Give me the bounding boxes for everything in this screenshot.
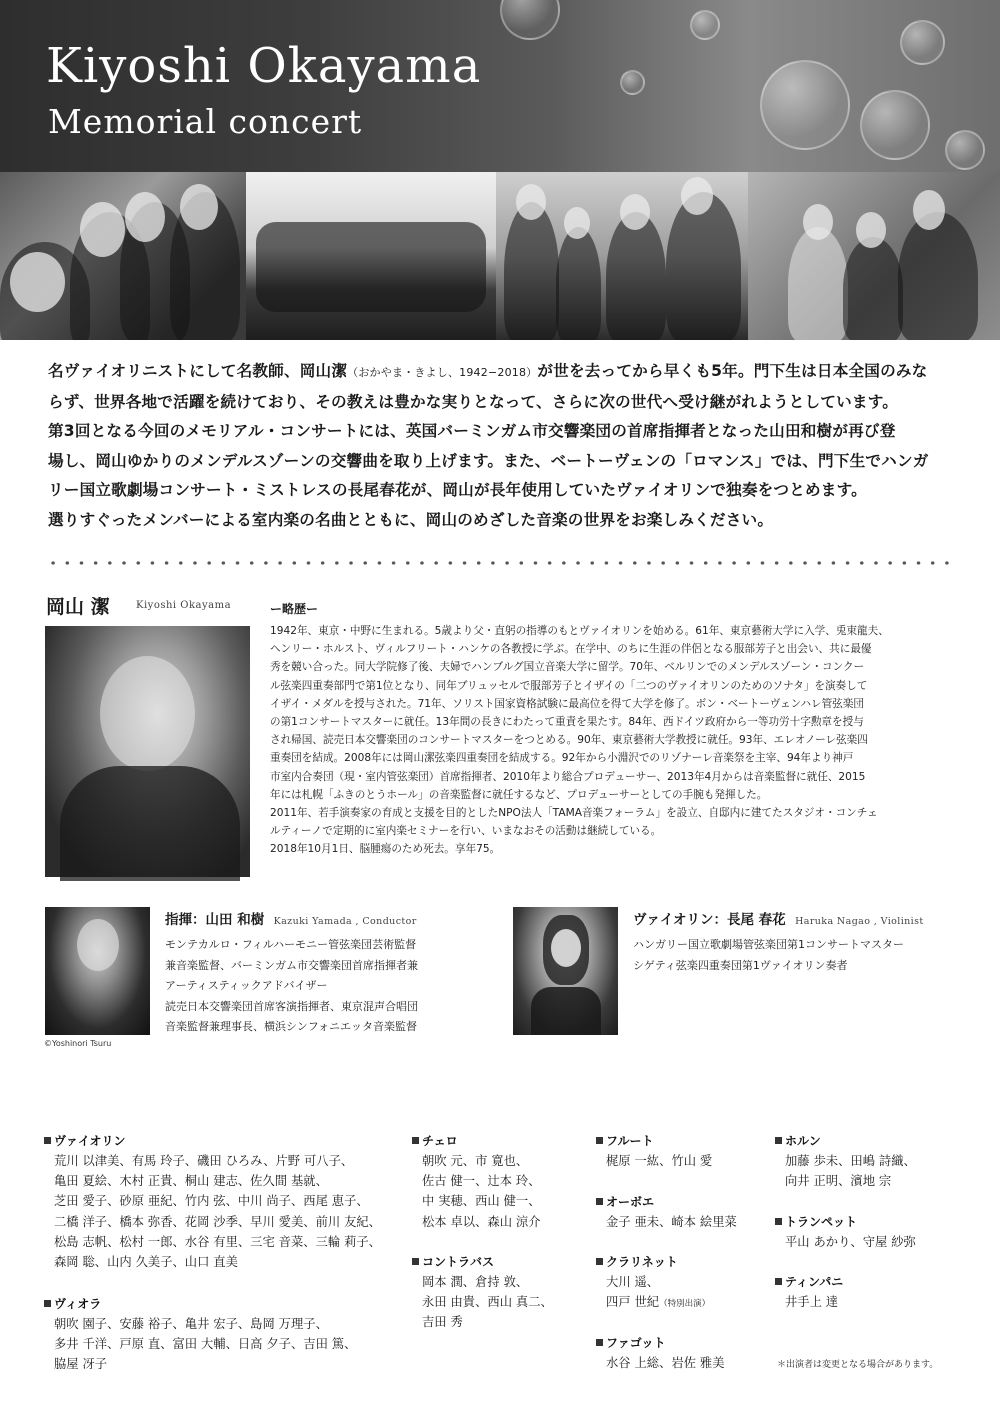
bio-line: ル弦楽四重奏部門で第1位となり、同年ブリュッセルで服部芳子とイザイの「二つのヴァイオリンのためのソナタ」を演奏して bbox=[270, 679, 868, 692]
member-line: 多井 千洋、戸原 直、富田 大輔、日高 夕子、吉田 篤、 bbox=[54, 1337, 357, 1352]
bubble-decoration bbox=[690, 10, 720, 40]
bubble-decoration bbox=[760, 60, 850, 150]
member-line: 松島 志帆、松村 一郎、水谷 有里、三宅 音菜、三輪 莉子、 bbox=[54, 1234, 381, 1249]
member-line: 梶原 一紘、竹山 愛 bbox=[606, 1154, 713, 1168]
bio-line: 秀を競い合った。同大学院修了後、夫婦でハンブルグ国立音楽大学に留学。70年、ベルリンでのメンデルスゾーン・コンクー bbox=[270, 661, 865, 674]
member-line: 大川 遥、 bbox=[606, 1275, 660, 1289]
header-banner bbox=[0, 0, 1000, 172]
intro-line: 場し、岡山ゆかりのメンデルスゾーンの交響曲を取り上げます。また、ベートーヴェンの「ロマンス」では、門下生でハンガ bbox=[48, 451, 929, 470]
bio-text bbox=[270, 622, 960, 859]
bio-line: の第1コンサートマスターに就任。13年間の長きにわたって重責を果たす。84年、西ドイツ政府から一等功労十字勲章を授与 bbox=[270, 716, 864, 729]
section-trumpet bbox=[775, 1213, 916, 1252]
dotted-divider bbox=[46, 560, 954, 566]
intro-paragraph bbox=[48, 357, 960, 535]
member-line: 吉田 秀 bbox=[422, 1315, 463, 1330]
photo-orchestra bbox=[246, 172, 496, 340]
intro-line: リー国立歌劇場コンサート・ミストレスの長尾春花が、岡山が長年使用していたヴァイオリンで独奏をつとめます。 bbox=[48, 481, 867, 499]
intro-line: らず、世界各地で活躍を続けており、その教えは豊かな実りとなって、さらに次の世代へ受け継がれようとしています。 bbox=[48, 392, 899, 411]
section-title: クラリネット bbox=[596, 1253, 710, 1272]
bio-line: 重奏団を結成。2008年には岡山潔弦楽四重奏団を結成する。92年から小淵沢でのリゾナーレ音楽祭を主宰、94年より神戸 bbox=[270, 752, 854, 765]
member-line: 加藤 歩未、田嶋 詩織、 bbox=[785, 1154, 916, 1168]
violinist-description: ハンガリー国立歌劇場管弦楽団第1コンサートマスター シゲティ弦楽四重奏団第1ヴァイオリン奏者 bbox=[633, 938, 904, 972]
section-horn bbox=[775, 1132, 916, 1191]
bio-line: 市室内合奏団（現・室内管弦楽団）首席指揮者、2010年より総合プロデューサー、2013年4月からは音楽監督に就任、2015 bbox=[270, 770, 866, 783]
member-line: 四戸 世紀（特別出演） bbox=[606, 1295, 711, 1310]
bio-line: 2011年、若手演奏家の育成と支援を目的としたNPO法人「TAMA音楽フォーラム」を設立、自邸内に建てたスタジオ・コンチェ bbox=[270, 807, 878, 820]
section-flute bbox=[596, 1132, 712, 1171]
bio-line: 年には札幌「ふきのとうホール」の音楽監督に就任するなど、プロデューサーとしての手腕も発揮した。 bbox=[270, 788, 768, 801]
member-line: 亀田 夏絵、木村 正貴、桐山 建志、佐久間 基就、 bbox=[54, 1174, 328, 1189]
bubble-decoration bbox=[945, 130, 985, 170]
bio-line: され帰国、読売日本交響楽団のコンサートマスターをつとめる。90年、東京藝術大学教授に就任。93年、エレオノーレ弦楽四 bbox=[270, 734, 868, 747]
member-line: 水谷 上総、岩佐 雅美 bbox=[606, 1356, 725, 1370]
bubble-decoration bbox=[860, 90, 930, 160]
profile-name: 岡山 潔 bbox=[46, 596, 110, 618]
section-title: トランペット bbox=[775, 1213, 916, 1232]
section-oboe bbox=[596, 1193, 737, 1232]
member-line: 脇屋 冴子 bbox=[54, 1357, 108, 1372]
member-line: 井手上 達 bbox=[785, 1295, 839, 1309]
member-line: 中 実穂、西山 健一、 bbox=[422, 1194, 541, 1209]
section-fagotto bbox=[596, 1334, 725, 1373]
bio-line: 2018年10月1日、脳腫瘍のため死去。享年75。 bbox=[270, 843, 501, 856]
section-title: ファゴット bbox=[596, 1334, 725, 1353]
member-line: 平山 あかり、守屋 紗弥 bbox=[785, 1235, 916, 1249]
bio-line: 1942年、東京・中野に生まれる。5歳より父・直躬の指導のもとヴァイオリンを始める。61年、東京藝術大学に入学、兎束龍夫、 bbox=[270, 625, 889, 637]
section-title: チェロ bbox=[412, 1132, 541, 1151]
intro-line: 選りすぐったメンバーによる室内楽の名曲とともに、岡山のめざした音楽の世界をお楽しみください。 bbox=[48, 510, 774, 529]
disclaimer-note: ＊出演者は変更となる場合があります。 bbox=[777, 1360, 939, 1370]
member-line: 森岡 聡、山内 久美子、山口 直美 bbox=[54, 1255, 238, 1270]
section-title: ヴァイオリン bbox=[44, 1132, 381, 1151]
title-sub: Memorial concert bbox=[48, 102, 363, 141]
section-title: ヴィオラ bbox=[44, 1295, 356, 1314]
section-title: ティンパニ bbox=[775, 1273, 843, 1292]
section-clarinet bbox=[596, 1253, 710, 1314]
conductor-photo bbox=[45, 907, 150, 1035]
profile-name-en: Kiyoshi Okayama bbox=[136, 600, 232, 611]
member-line: 朝吹 園子、安藤 裕子、亀井 宏子、島岡 万理子、 bbox=[54, 1317, 328, 1331]
intro-line: 名ヴァイオリニストにして名教師、岡山潔（おかやま・きよし、1942−2018）が世を去ってから早くも5年。門下生は日本全国のみな bbox=[48, 362, 928, 380]
member-line: 荒川 以津美、有馬 玲子、磯田 ひろみ、片野 可八子、 bbox=[54, 1154, 354, 1168]
photo-strip bbox=[0, 172, 1000, 340]
member-line: 二橋 洋子、橋本 弥香、花岡 沙季、早川 愛美、前川 友紀、 bbox=[54, 1214, 381, 1229]
member-line: 金子 亜未、崎本 絵里菜 bbox=[606, 1215, 737, 1229]
bio-heading: ー略歴ー bbox=[270, 602, 319, 616]
bio-line: ヘンリー・ホルスト、ヴィルフリート・ハンケの各教授に学ぶ。在学中、のちに生涯の伴侶となる服部芳子と出会い、共に最優 bbox=[270, 643, 872, 656]
section-viola bbox=[44, 1295, 356, 1375]
photo-group-toast bbox=[0, 172, 246, 340]
member-line: 佐古 健一、辻本 玲、 bbox=[422, 1174, 541, 1189]
bubble-decoration bbox=[900, 20, 945, 65]
bio-line: ルティーノで定期的に室内楽セミナーを行い、いまなおその活動は継続している。 bbox=[270, 825, 662, 838]
photo-three-people bbox=[748, 172, 1000, 340]
member-line: 岡本 潤、倉持 敦、 bbox=[422, 1275, 529, 1289]
violinist-role: ヴァイオリン：長尾 春花 Haruka Nagao , Violinist bbox=[633, 912, 924, 928]
conductor-description: モンテカルロ・フィルハーモニー管弦楽団芸術監督 兼音楽監督、バーミンガム市交響楽団首席指揮者兼 アーティスティックアドバイザー 読売日本交響楽団首席客演指揮者、東京混声合唱団 音楽監督兼理事長、横浜シンフォニエッタ音楽監督 bbox=[165, 938, 418, 1033]
member-line: 向井 正明、濱地 宗 bbox=[785, 1174, 892, 1189]
section-timpani bbox=[775, 1273, 843, 1312]
bio-line: イザイ・メダルを授与された。71年、ソリスト国家資格試験に最高位を得て大学を修了。ボン・ベートーヴェンハレ管弦楽団 bbox=[270, 697, 865, 710]
section-title: コントラバス bbox=[412, 1253, 553, 1272]
intro-line: 第3回となる今回のメモリアル・コンサートには、英国バーミンガム市交響楽団の首席指揮者となった山田和樹が再び登 bbox=[48, 422, 896, 440]
section-title: ホルン bbox=[775, 1132, 916, 1151]
section-contrabass bbox=[412, 1253, 553, 1333]
section-title: オーボエ bbox=[596, 1193, 737, 1212]
photo-quartet bbox=[496, 172, 748, 340]
member-line: 松本 卓以、森山 涼介 bbox=[422, 1214, 541, 1229]
section-cello bbox=[412, 1132, 541, 1232]
section-title: フルート bbox=[596, 1132, 712, 1151]
bubble-decoration bbox=[500, 0, 560, 40]
member-line: 芝田 愛子、砂原 亜紀、竹内 弦、中川 尚子、西尾 恵子、 bbox=[54, 1194, 369, 1209]
member-line: 朝吹 元、市 寛也、 bbox=[422, 1154, 529, 1168]
photo-credit: ©Yoshinori Tsuru bbox=[44, 1039, 112, 1048]
member-line: 永田 由貴、西山 真二、 bbox=[422, 1295, 553, 1310]
profile-photo bbox=[45, 626, 250, 877]
title-main: Kiyoshi Okayama bbox=[46, 38, 482, 94]
bubble-decoration bbox=[620, 70, 645, 95]
violinist-photo bbox=[513, 907, 618, 1035]
conductor-role: 指揮：山田 和樹 Kazuki Yamada , Conductor bbox=[165, 912, 417, 928]
section-violin bbox=[44, 1132, 381, 1272]
